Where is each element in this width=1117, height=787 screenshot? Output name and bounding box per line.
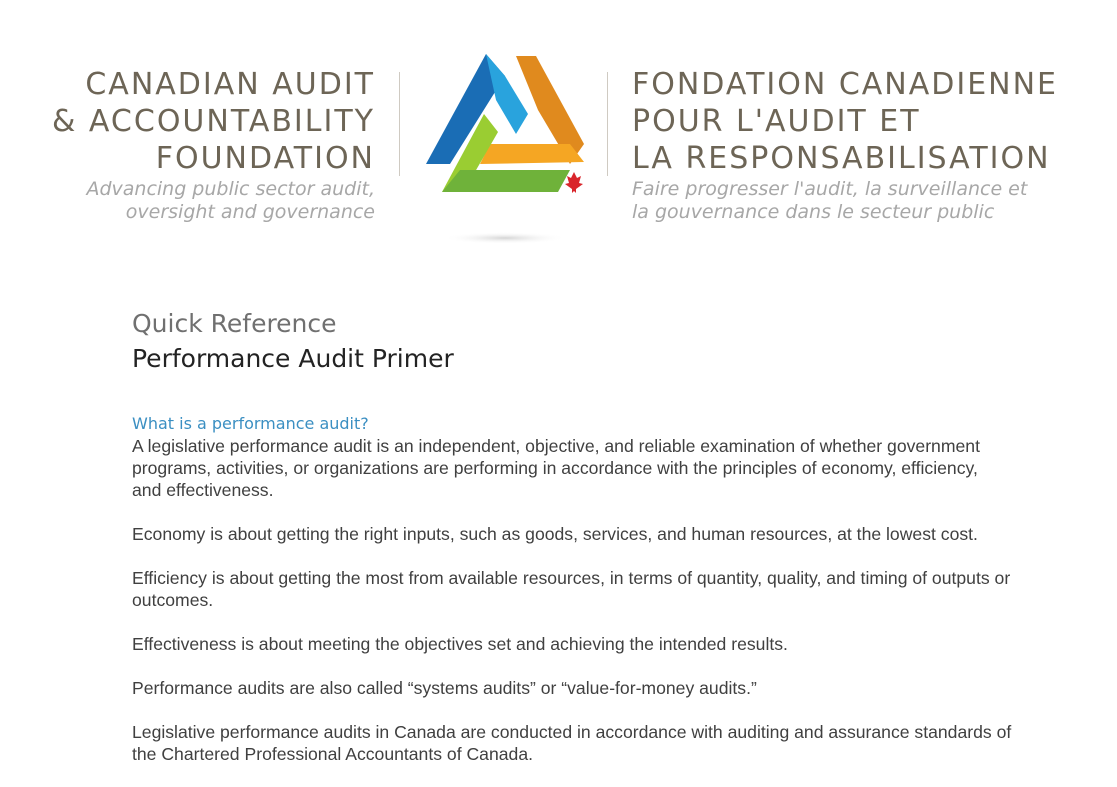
document-body (132, 307, 1012, 787)
header-divider-left (399, 72, 400, 176)
section-heading: What is a performance audit? (132, 414, 369, 433)
paragraph-definition: A legislative performance audit is an independent, objective, and reliable examination of whether government programs, activities, or organizations are performing in accordance with the principles of economy, efficiency, and effectiveness. (132, 436, 980, 500)
tagline-fr-line-2: la gouvernance dans le secteur public (632, 201, 995, 223)
logo-shadow (443, 232, 567, 244)
org-name-fr-line-2: POUR L'AUDIT ET (632, 104, 921, 139)
header-divider-right (607, 72, 608, 176)
org-name-fr-line-3: LA RESPONSABILISATION (632, 141, 1051, 176)
paragraph-also-called: Performance audits are also called “systems audits” or “value-for-money audits.” (132, 678, 757, 698)
org-name-en-line-3: FOUNDATION (155, 141, 375, 176)
org-name-en-line-1: CANADIAN AUDIT (85, 67, 375, 102)
maple-leaf-icon (565, 172, 583, 193)
paragraph-effectiveness: Effectiveness is about meeting the objectives set and achieving the intended results. (132, 634, 788, 654)
org-name-english (52, 66, 375, 223)
logo-green-dark-segment (442, 170, 570, 192)
paragraph-efficiency: Efficiency is about getting the most from available resources, in terms of quantity, quality, and timing of outputs or outcomes. (132, 568, 1011, 610)
tagline-fr-line-1: Faire progresser l'audit, la surveillance et (632, 178, 1028, 200)
paragraph-economy: Economy is about getting the right inputs, such as goods, services, and human resources, at the lowest cost. (132, 524, 978, 544)
doc-title: Performance Audit Primer (132, 344, 454, 373)
org-name-fr-line-1: FONDATION CANADIENNE (632, 67, 1059, 102)
org-name-en-line-2: & ACCOUNTABILITY (52, 104, 375, 139)
doc-eyebrow: Quick Reference (132, 309, 337, 338)
org-name-french (632, 66, 1058, 223)
tagline-en-line-2: oversight and governance (125, 201, 375, 223)
caaf-logo (420, 52, 590, 252)
triangle-logo-icon (420, 52, 590, 247)
logo-orange-segment (480, 144, 584, 164)
paragraph-standards: Legislative performance audits in Canada are conducted in accordance with auditing and assurance standards of the Chartered Professional Accountants of Canada. (132, 722, 1012, 764)
tagline-en-line-1: Advancing public sector audit, (86, 178, 375, 200)
